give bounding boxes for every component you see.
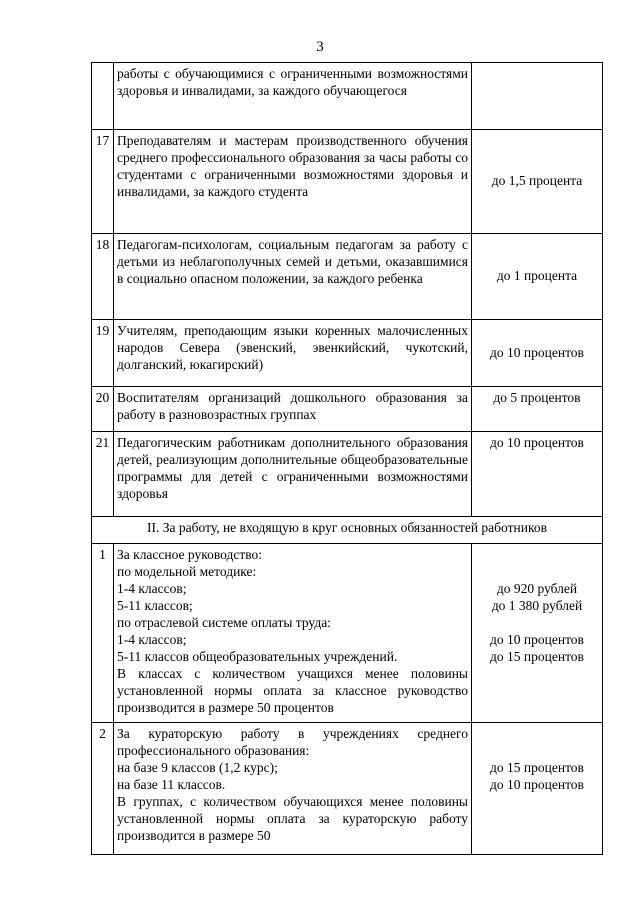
row-description: Воспитателям организаций дошкольного образования за работу в разновозрастных группах	[114, 387, 472, 432]
row-number: 1	[92, 544, 114, 723]
text-line: В классах с количеством учащихся менее половины установленной нормы оплата за классное руководство производится в размере 50 процентов	[117, 666, 468, 715]
text-line: 1-4 классов;	[117, 632, 187, 647]
row-value: до 10 процентов	[472, 320, 603, 387]
row-values	[472, 544, 603, 723]
row-description: Учителям, преподающим языки коренных малочисленных народов Севера (эвенский, эвенкийский, чукотский, долганский, юкагирский)	[114, 320, 472, 387]
row-value	[472, 63, 603, 130]
row-number: 18	[92, 234, 114, 320]
text-line: по отраслевой системе оплаты труда:	[117, 615, 331, 630]
allowances-table	[91, 62, 603, 855]
table-row-17	[92, 130, 603, 234]
row-description: Педагогическим работникам дополнительного образования детей, реализующим дополнительные общеобразовательные программы для детей с ограниченными возможностями здоровья	[114, 432, 472, 517]
row-value: до 920 рублей	[496, 581, 578, 596]
table-row-20	[92, 387, 603, 432]
section-header-row	[92, 517, 603, 544]
text-line: по модельной методике:	[117, 564, 257, 579]
row-description: Педагогам-психологам, социальным педагогам за работу с детьми из неблагополучных семей и детьми, оказавшимися в социально опасном положении, за каждого ребенка	[114, 234, 472, 320]
row-value: до 1,5 процента	[472, 130, 603, 234]
text-line: 5-11 классов общеобразовательных учреждений.	[117, 649, 398, 664]
table-row-continued	[92, 63, 603, 130]
row-value: до 5 процентов	[472, 387, 603, 432]
text-line: За классное руководство:	[117, 547, 263, 562]
table-row-1	[92, 544, 603, 723]
page-number: 3	[316, 39, 324, 55]
table-row-2	[92, 723, 603, 855]
table-row-19	[92, 320, 603, 387]
row-description	[114, 723, 472, 855]
text-line: на базе 9 классов (1,2 курс);	[117, 760, 278, 775]
text-line: 1-4 классов;	[117, 581, 187, 596]
row-description	[114, 544, 472, 723]
row-number	[92, 63, 114, 130]
row-value: до 1 процента	[472, 234, 603, 320]
table-row-18	[92, 234, 603, 320]
row-value: до 10 процентов	[490, 632, 584, 647]
row-value: до 10 процентов	[490, 777, 584, 792]
row-description: работы с обучающимися с ограниченными возможностями здоровья и инвалидами, за каждого обучающегося	[114, 63, 472, 130]
row-number: 20	[92, 387, 114, 432]
row-value: до 10 процентов	[472, 432, 603, 517]
row-number: 2	[92, 723, 114, 855]
row-description: Преподавателям и мастерам производственного обучения среднего профессионального образования за часы работы со студентами с ограниченными возможностями здоровья и инвалидами, за каждого студента	[114, 130, 472, 234]
row-number: 17	[92, 130, 114, 234]
text-line: на базе 11 классов.	[117, 777, 226, 792]
table-row-21	[92, 432, 603, 517]
text-line: В группах, с количеством обучающихся менее половины установленной нормы оплата за кураторскую работу производится в размере 50	[117, 794, 468, 843]
row-number: 19	[92, 320, 114, 387]
row-values	[472, 723, 603, 855]
row-value: до 1 380 рублей	[491, 598, 583, 613]
row-number: 21	[92, 432, 114, 517]
section-title: II. За работу, не входящую в круг основных обязанностей работников	[92, 517, 603, 544]
text-line: 5-11 классов;	[117, 598, 193, 613]
row-value: до 15 процентов	[490, 760, 584, 775]
text-line: За кураторскую работу в учреждениях среднего профессионального образования:	[117, 726, 468, 758]
row-value: до 15 процентов	[490, 649, 584, 664]
